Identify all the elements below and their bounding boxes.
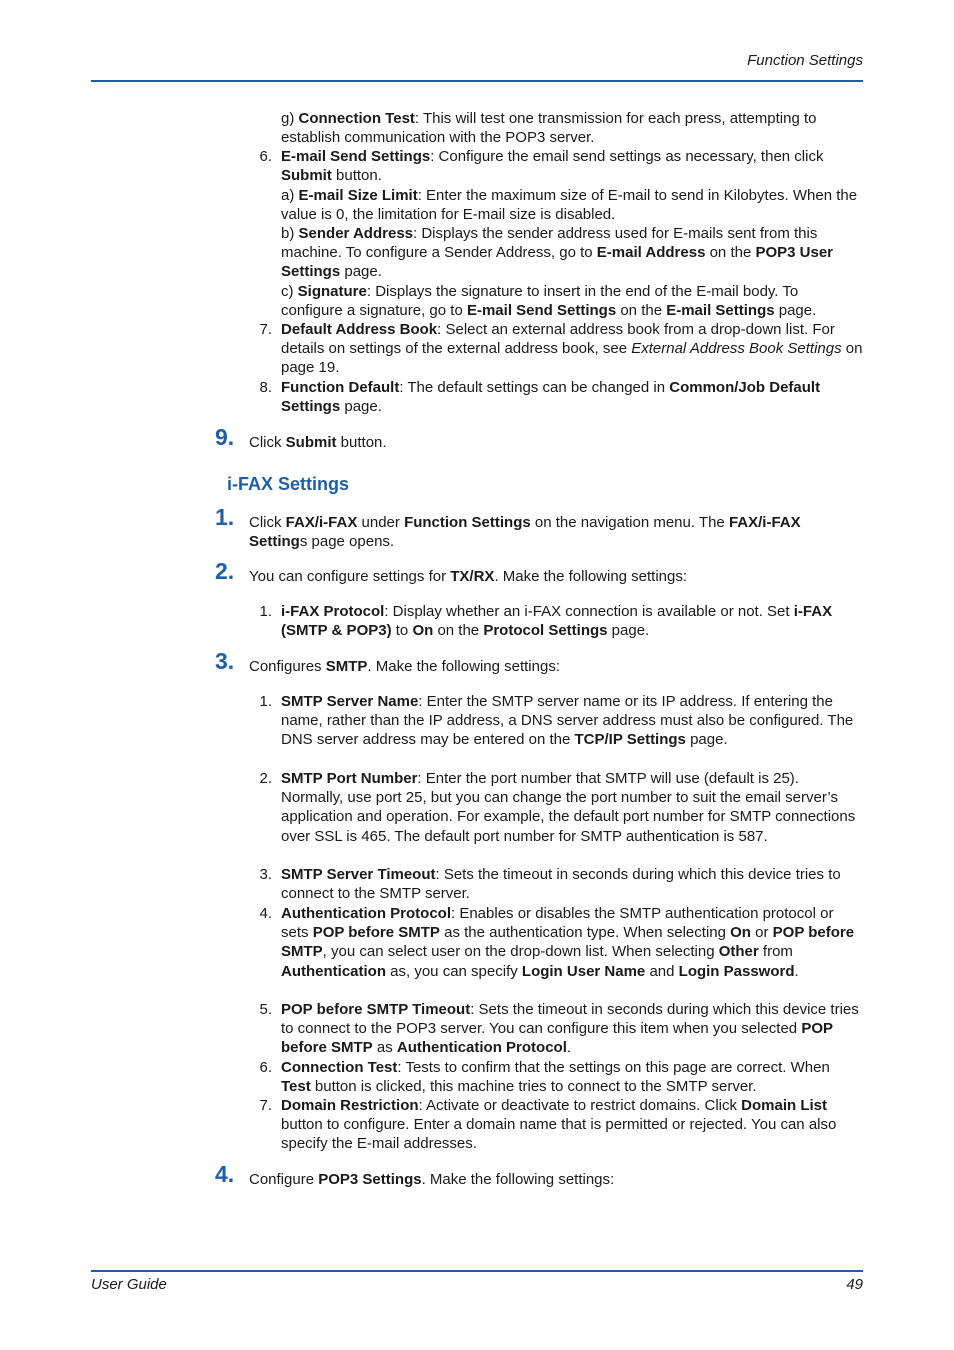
step-9-text: Click Submit button. — [249, 434, 387, 451]
email-subitem-g: g) Connection Test: This will test one transmission for each press, attempting to establish communication with the POP3 server. — [281, 110, 817, 147]
list-number: 1. — [259, 693, 272, 710]
step-3-text: Configures SMTP. Make the following settings: — [249, 658, 560, 675]
list-item-ifax-protocol: i-FAX Protocol: Display whether an i-FAX connection is available or not. Set i-FAX (SMTP & POP3) to On on the Protocol Settings page. — [281, 603, 833, 640]
list-item-function-default: Function Default: The default settings can be changed in Common/Job Default Settings page. — [281, 379, 821, 416]
step-number: 2. — [215, 558, 235, 584]
list-number: 2. — [259, 770, 272, 787]
list-item-pop-before-smtp-timeout: POP before SMTP Timeout: Sets the timeout in seconds during which this device tries to connect to the POP3 server. You can configure this item when you selected POP before SMTP as Authentication Protocol. — [281, 1001, 859, 1057]
step-2-text: You can configure settings for TX/RX. Make the following settings: — [249, 568, 688, 585]
list-number: 4. — [259, 905, 272, 922]
email-subitem-b: b) Sender Address: Displays the sender address used for E-mails sent from this machine. To configure a Sender Address, go to E-mail Address on the POP3 User Settings page. — [281, 225, 834, 281]
header-title: Function Settings — [747, 52, 863, 69]
list-number: 6. — [259, 148, 272, 165]
email-subitem-a: a) E-mail Size Limit: Enter the maximum size of E-mail to send in Kilobytes. When the value is 0, the limitation for E-mail size is disabled. — [281, 187, 858, 224]
list-number: 1. — [259, 603, 272, 620]
list-item-default-address-book: Default Address Book: Select an external address book from a drop-down list. For details on settings of the external address book, see External Address Book Settings on page 19. — [281, 321, 863, 377]
footer-rule — [91, 1270, 863, 1272]
list-number: 5. — [259, 1001, 272, 1018]
list-number: 7. — [259, 1097, 272, 1114]
page-number: 49 — [846, 1276, 863, 1293]
list-number: 3. — [259, 866, 272, 883]
step-number: 4. — [215, 1161, 235, 1187]
list-item-smtp-port-number: SMTP Port Number: Enter the port number that SMTP will use (default is 25). Normally, use port 25, but you can change the port number to suit the email server’s application and operation. For example, the default port number for SMTP connections over SSL is 465. The default port number for SMTP authentication is 587. — [281, 770, 856, 845]
section-title: i-FAX Settings — [227, 474, 350, 494]
step-number: 3. — [215, 648, 235, 674]
email-subitem-c: c) Signature: Displays the signature to insert in the end of the E-mail body. To configure a signature, go to E-mail Send Settings on the E-mail Settings page. — [281, 283, 817, 320]
list-number: 8. — [259, 379, 272, 396]
list-item-connection-test: Connection Test: Tests to confirm that the settings on this page are correct. When Test button is clicked, this machine tries to connect to the SMTP server. — [281, 1059, 830, 1096]
step-1-text: Click FAX/i-FAX under Function Settings on the navigation menu. The FAX/i-FAX Settings page opens. — [249, 514, 801, 551]
list-item-domain-restriction: Domain Restriction: Activate or deactivate to restrict domains. Click Domain List button to configure. Enter a domain name that is permitted or rejected. You can also specify the E-mail addresses. — [281, 1097, 837, 1153]
list-number: 7. — [259, 321, 272, 338]
step-number: 1. — [215, 504, 235, 530]
list-item-smtp-server-name: SMTP Server Name: Enter the SMTP server name or its IP address. If entering the name, rather than the IP address, a DNS server address must also be configured. The DNS server address may be entered on the TCP/IP Settings page. — [281, 693, 854, 749]
list-item-authentication-protocol: Authentication Protocol: Enables or disables the SMTP authentication protocol or sets POP before SMTP as the authentication type. When selecting On or POP before SMTP, you can select user on the drop-down list. When selecting Other from Authentication as, you can specify Login User Name and Login Password. — [281, 905, 855, 980]
list-item-smtp-server-timeout: SMTP Server Timeout: Sets the timeout in seconds during which this device tries to connect to the SMTP server. — [281, 866, 841, 903]
header-rule — [91, 80, 863, 82]
list-number: 6. — [259, 1059, 272, 1076]
step-4-text: Configure POP3 Settings. Make the following settings: — [249, 1171, 615, 1188]
step-number: 9. — [215, 424, 235, 450]
list-item-email-send-settings: E-mail Send Settings: Configure the email send settings as necessary, then click Submit button. — [281, 148, 824, 185]
footer-title: User Guide — [91, 1276, 167, 1293]
